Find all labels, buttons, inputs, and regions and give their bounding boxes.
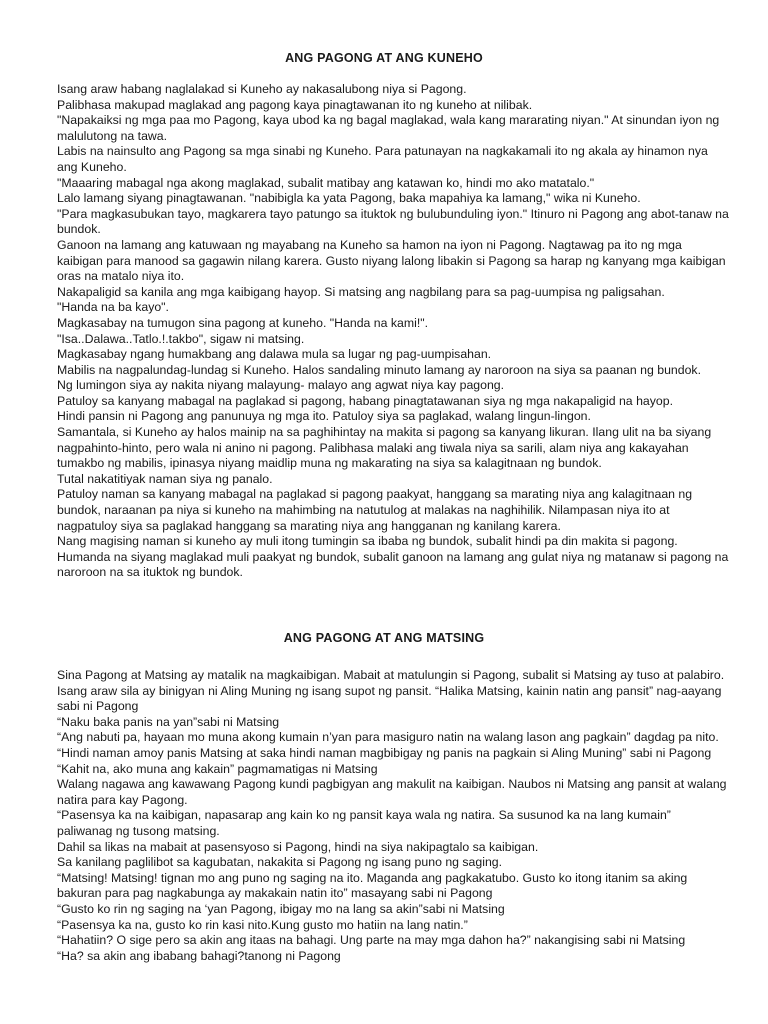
story-paragraph: "Handa na ba kayo". bbox=[57, 300, 169, 315]
story-title-matsing: ANG PAGONG AT ANG MATSING bbox=[283, 631, 485, 645]
story-paragraph: Mabilis na nagpalundag-lundag si Kuneho. Halos sandaling minuto lamang ay naroroon na siya sa paanan ng bundok. bbox=[57, 362, 701, 377]
story-paragraph: Sa kanilang paglilibot sa kagubatan, nakakita si Pagong ng isang puno ng saging. bbox=[57, 855, 503, 870]
story-paragraph: "Maaaring mabagal nga akong maglakad, subalit matibay ang katawan ko, hindi mo ako matatalo." bbox=[57, 175, 595, 190]
story-paragraph: “Ha? sa akin ang ibabang bahagi?tanong ni Pagong bbox=[57, 948, 341, 963]
story-paragraph: Ganoon na lamang ang katuwaan ng mayabang na Kuneho sa hamon na iyon ni Pagong. Nagtawag pa ito ng mga kaibigan para manood sa gagawin nilang karera. Gusto niyang lalong libakin si Pagong sa harap ng kanyang mga kaibigan oras na matalo niya ito. bbox=[57, 237, 726, 284]
story-paragraph: Patuloy naman sa kanyang mabagal na paglakad si pagong paakyat, hanggang sa marating niya ang kalagitnaan ng bundok, naraanan pa niya si kuneho na mahimbing na natutulog at malakas na naghihilik. Nilampasan niya ito at nagpatuloy siya sa paglakad hanggang sa marating niya ang hangganan ng kanilang karera. bbox=[57, 487, 693, 533]
story-paragraph: Walang nagawa ang kawawang Pagong kundi pagbigyan ang makulit na kaibigan. Naubos ni Matsing ang pansit at walang natira para kay Pagong. bbox=[57, 777, 727, 807]
story-paragraph: Magkasabay ngang humakbang ang dalawa mula sa lugar ng pag-uumpisahan. bbox=[57, 347, 492, 362]
story-body-matsing bbox=[57, 668, 729, 964]
story-paragraph: Ng lumingon siya ay nakita niyang malayung- malayo ang agwat niya kay pagong. bbox=[57, 378, 505, 393]
story-paragraph: Magkasabay na tumugon sina pagong at kuneho. "Handa na kami!". bbox=[57, 315, 429, 330]
story-paragraph: “Hindi naman amoy panis Matsing at saka hindi naman magbibigay ng panis na pagkain si Aling Muning” sabi ni Pagong bbox=[57, 745, 712, 760]
story-paragraph: Samantala, si Kuneho ay halos mainip na sa paghihintay na makita si pagong sa kanyang likuran. Ilang ulit na ba siyang nagpahinto-hinto, pero wala ni anino ni pagong. Palibhasa malaki ang tiwala niya sa sarili, alam niya ang kakayahan tumakbo ng mabilis, ipinasya niyang maidlip muna ng makarating na siya sa kalagitnaan ng bundok. bbox=[57, 425, 712, 471]
story-paragraph: “Gusto ko rin ng saging na ‘yan Pagong, ibigay mo na lang sa akin”sabi ni Matsing bbox=[57, 901, 505, 916]
story-title-kuneho: ANG PAGONG AT ANG KUNEHO bbox=[285, 51, 483, 65]
story-paragraph: “Kahit na, ako muna ang kakain” pagmamatigas ni Matsing bbox=[57, 761, 378, 776]
story-paragraph: "Napakaiksi ng mga paa mo Pagong, kaya ubod ka ng bagal maglakad, wala kang mararating niyan." At sinundan iyon ng malulutong na tawa. bbox=[57, 113, 720, 143]
story-paragraph: Isang araw habang naglalakad si Kuneho ay nakasalubong niya si Pagong. bbox=[57, 82, 467, 96]
story-paragraph: Lalo lamang siyang pinagtawanan. "nabibigla ka yata Pagong, baka mapahiya ka lamang," wika ni Kuneho. bbox=[57, 191, 641, 206]
story-paragraph: Nang magising naman si kuneho ay muli itong tumingin sa ibaba ng bundok, subalit hindi pa din makita si pagong. bbox=[57, 534, 678, 549]
story-paragraph: "Para magkasubukan tayo, magkarera tayo patungo sa ituktok ng bulubunduling iyon." Itinuro ni Pagong ang abot-tanaw na bundok. bbox=[57, 206, 729, 237]
story-paragraph: Patuloy sa kanyang mabagal na paglakad si pagong, habang pinagtatawanan siya ng mga nakapaligid na hayop. bbox=[57, 393, 673, 408]
story-paragraph: "Isa..Dalawa..Tatlo.!.takbo", sigaw ni matsing. bbox=[57, 331, 305, 346]
story-paragraph: “Naku baka panis na yan”sabi ni Matsing bbox=[57, 714, 280, 729]
story-paragraph: Dahil sa likas na mabait at pasensyoso si Pagong, hindi na siya nakipagtalo sa kaibigan. bbox=[57, 839, 539, 854]
story-paragraph: Nakapaligid sa kanila ang mga kaibigang hayop. Si matsing ang nagbilang para sa pag-uumpisa ng paligsahan. bbox=[57, 284, 665, 299]
story-paragraph: Humanda na siyang maglakad muli paakyat ng bundok, subalit ganoon na lamang ang gulat niya ng matanaw si pagong na naroroon na sa ituktok ng bundok. bbox=[57, 549, 729, 580]
story-paragraph: “Pasensya ka na kaibigan, napasarap ang kain ko ng pansit kaya wala ng natira. Sa susunod ka na lang kumain” paliwanag ng tusong matsing. bbox=[57, 808, 671, 838]
story-paragraph: Labis na nainsulto ang Pagong sa mga sinabi ng Kuneho. Para patunayan na nagkakamali ito ng akala ay hinamon nya ang Kuneho. bbox=[57, 144, 708, 174]
story-paragraph: “Pasensya ka na, gusto ko rin kasi nito.Kung gusto mo hatiin na lang natin.” bbox=[57, 917, 468, 932]
story-paragraph: “Matsing! Matsing! tignan mo ang puno ng saging na ito. Maganda ang pagkakatubo. Gusto ko itong itanim sa aking bakuran para pag nagkabunga ay makakain natin ito” masayang sabi ni Pagong bbox=[57, 870, 688, 901]
story-body-kuneho bbox=[57, 82, 729, 581]
story-paragraph: “Hahatiin? O sige pero sa akin ang itaas na bahagi. Ung parte na may mga dahon ha?” nakangising sabi ni Matsing bbox=[57, 933, 686, 948]
story-paragraph: Tutal nakatitiyak naman siya ng panalo. bbox=[57, 471, 273, 486]
story-paragraph: “Ang nabuti pa, hayaan mo muna akong kumain n’yan para masiguro natin na walang lason ang pagkain” dagdag pa nito. bbox=[57, 730, 719, 745]
story-paragraph: Sina Pagong at Matsing ay matalik na magkaibigan. Mabait at matulungin si Pagong, subalit si Matsing ay tuso at palabiro. Isang araw sila ay binigyan ni Aling Muning ng isang supot ng pansit. “Halika Matsing, kainin natin ang pansit” nag-aayang sabi ni Pagong bbox=[57, 668, 725, 714]
story-paragraph: Palibhasa makupad maglakad ang pagong kaya pinagtawanan ito ng kuneho at nilibak. bbox=[57, 97, 533, 112]
story-paragraph: Hindi pansin ni Pagong ang panunuya ng mga ito. Patuloy siya sa paglakad, walang lingun-lingon. bbox=[57, 409, 591, 424]
